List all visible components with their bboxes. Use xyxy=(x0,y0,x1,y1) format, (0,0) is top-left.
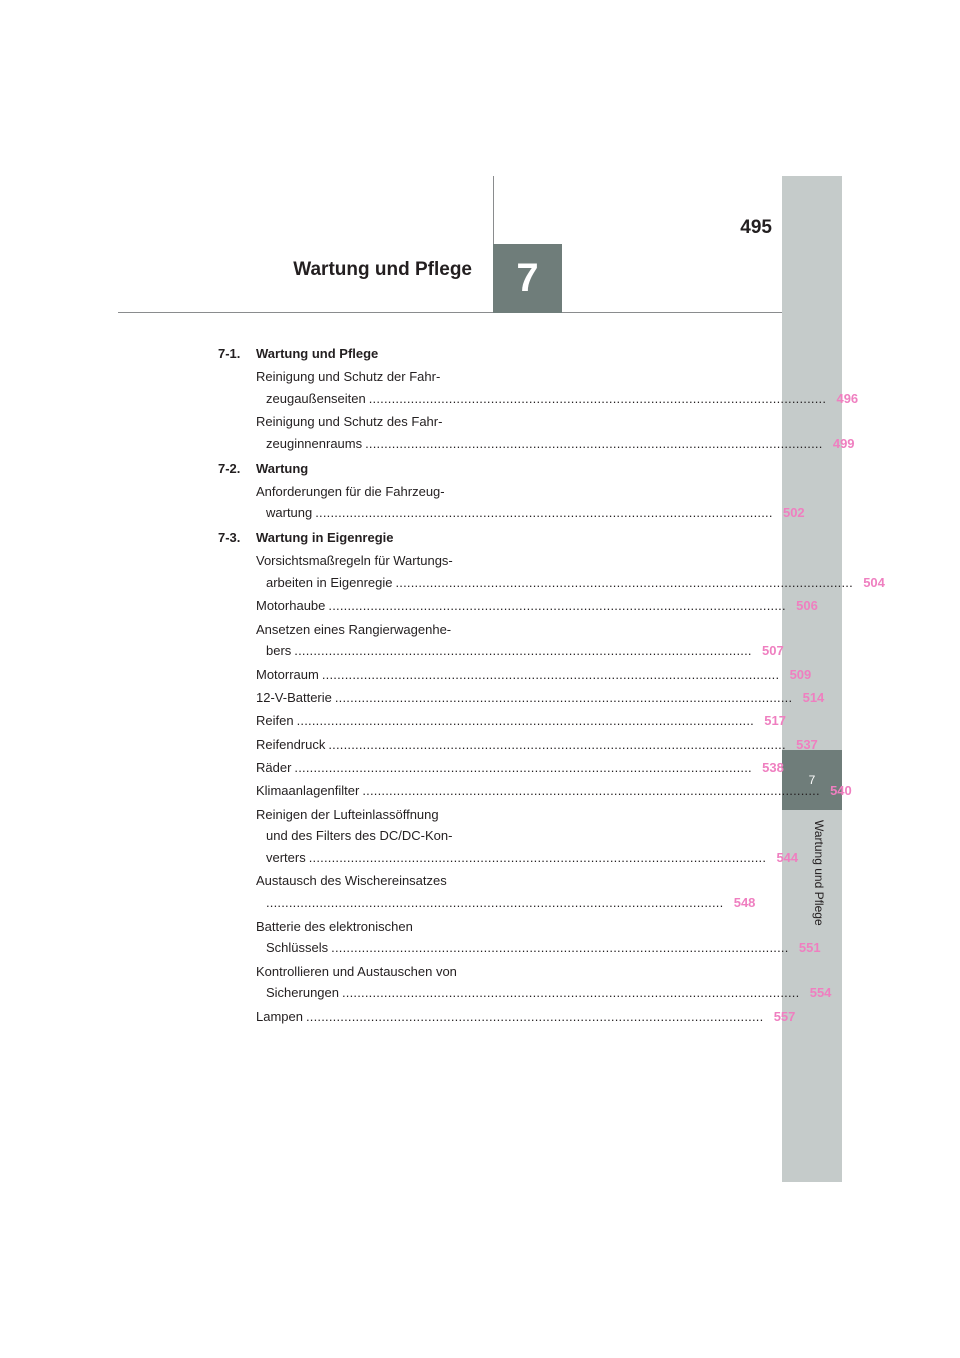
section-title: Wartung und Pflege xyxy=(256,346,379,361)
entry-last-line xyxy=(256,982,832,1004)
entry-text-line: Reinigung und Schutz der Fahr- xyxy=(256,369,441,384)
page-reference-link[interactable]: 544 xyxy=(776,850,799,866)
dot-leader: ........................................................................................................................ xyxy=(296,713,754,729)
page-reference-link[interactable]: 509 xyxy=(789,666,812,682)
entry-last-line xyxy=(256,433,855,455)
page-reference-link[interactable]: 540 xyxy=(830,783,852,799)
dot-leader: ........................................................................................................................ xyxy=(368,390,827,406)
dot-leader: ........................................................................................................................ xyxy=(294,643,752,659)
toc-entry[interactable] xyxy=(218,481,805,525)
dot-leader: ........................................................................................................................ xyxy=(321,666,780,682)
dot-leader: ........................................................................................................................ xyxy=(266,895,724,911)
entry-label: bers xyxy=(266,643,292,659)
toc-entry[interactable] xyxy=(218,687,825,709)
toc-entry[interactable] xyxy=(218,664,812,686)
section-number: 7-2. xyxy=(218,460,241,476)
dot-leader: ........................................................................................................................ xyxy=(334,690,793,706)
toc-entry[interactable] xyxy=(218,870,756,914)
side-tab-label: Wartung und Pflege xyxy=(812,820,826,926)
entry-label: zeuginnenraums xyxy=(266,435,363,451)
section-number: 7-1. xyxy=(218,346,241,361)
header-horizontal-rule xyxy=(118,312,782,313)
dot-leader: ........................................................................................................................ xyxy=(308,850,767,866)
page-reference-link[interactable]: 538 xyxy=(762,759,784,775)
entry-text-line: und des Filters des DC/DC-Kon- xyxy=(266,828,453,844)
entry-text-line: Reinigen der Lufteinlassöffnung xyxy=(256,806,439,822)
page-number: 495 xyxy=(740,217,772,238)
page-reference-link[interactable]: 507 xyxy=(762,643,784,659)
section-number: 7-3. xyxy=(218,530,241,546)
entry-last-line xyxy=(256,502,805,524)
toc-section xyxy=(218,457,805,525)
dot-leader: ........................................................................................................................ xyxy=(315,505,773,521)
page-reference-link[interactable]: 506 xyxy=(796,598,818,614)
entry-text-line: Batterie des elektronischen xyxy=(256,918,413,934)
entry-last-line xyxy=(256,687,825,709)
dot-leader: ........................................................................................................................ xyxy=(328,736,786,752)
page-reference-link[interactable]: 554 xyxy=(809,985,832,1001)
entry-label: 12-V-Batterie xyxy=(256,690,332,706)
page-reference-link[interactable]: 537 xyxy=(796,736,818,752)
entry-label: wartung xyxy=(266,505,313,521)
entry-label: verters xyxy=(266,850,306,866)
entry-last-line xyxy=(256,892,756,914)
entry-label: Klimaanlagenfilter xyxy=(256,783,360,799)
dot-leader: ........................................................................................................................ xyxy=(294,759,752,775)
section-header xyxy=(218,457,470,481)
entry-last-line xyxy=(256,1006,796,1028)
dot-leader: ........................................................................................................................ xyxy=(328,598,786,614)
page-reference-link[interactable]: 517 xyxy=(764,713,786,729)
dot-leader: ........................................................................................................................ xyxy=(362,783,820,799)
toc-entry[interactable] xyxy=(218,411,855,455)
entry-last-line xyxy=(256,757,784,779)
toc-entry[interactable] xyxy=(218,550,885,594)
section-title: Wartung xyxy=(256,460,309,476)
section-title: Wartung in Eigenregie xyxy=(256,530,394,546)
dot-leader: ........................................................................................................................ xyxy=(331,940,789,956)
entry-label: Motorraum xyxy=(256,666,319,682)
entry-label: Reifendruck xyxy=(256,736,326,752)
toc-entry[interactable] xyxy=(218,757,784,779)
entry-text-line: Anforderungen für die Fahrzeug- xyxy=(256,483,445,499)
entry-label: arbeiten in Eigenregie xyxy=(266,575,393,591)
entry-label: Motorhaube xyxy=(256,598,326,614)
entry-last-line xyxy=(256,937,821,959)
entry-last-line xyxy=(256,640,784,662)
toc-entry[interactable] xyxy=(218,595,818,617)
section-header xyxy=(218,342,470,366)
entry-last-line xyxy=(256,847,799,869)
toc-entry[interactable] xyxy=(218,804,799,869)
page-reference-link[interactable]: 504 xyxy=(863,575,885,591)
page-reference-link[interactable]: 548 xyxy=(733,895,756,911)
entry-text-line: Kontrollieren und Austauschen von xyxy=(256,963,457,979)
page-reference-link[interactable]: 502 xyxy=(782,505,805,521)
page-reference-link[interactable]: 557 xyxy=(773,1008,796,1024)
page-reference-link[interactable]: 551 xyxy=(798,940,821,956)
entry-last-line xyxy=(256,734,818,756)
entry-last-line xyxy=(256,388,859,410)
entry-label: Sicherungen xyxy=(266,985,339,1001)
chapter-number-box: 7 xyxy=(493,244,562,313)
entry-text-line: Austausch des Wischereinsatzes xyxy=(256,873,447,889)
dot-leader: ........................................................................................................................ xyxy=(395,575,853,591)
entry-label: Reifen xyxy=(256,713,294,729)
entry-text-line: Reinigung und Schutz des Fahr- xyxy=(256,414,443,430)
toc-entry[interactable] xyxy=(218,1006,796,1028)
entry-last-line xyxy=(256,664,812,686)
entry-text-line: Vorsichtsmaßregeln für Wartungs- xyxy=(256,553,453,569)
entry-last-line xyxy=(256,595,818,617)
toc-section xyxy=(218,342,859,455)
toc-entry[interactable] xyxy=(218,961,832,1005)
dot-leader: ........................................................................................................................ xyxy=(342,985,800,1001)
table-of-contents xyxy=(218,342,885,1028)
toc-entry[interactable] xyxy=(218,366,859,410)
page-reference-link[interactable]: 499 xyxy=(832,435,855,451)
toc-entry[interactable] xyxy=(218,710,786,732)
entry-last-line xyxy=(256,572,885,594)
toc-entry[interactable] xyxy=(218,734,818,756)
header-vertical-rule xyxy=(493,176,494,244)
entry-label: zeugaußenseiten xyxy=(266,390,366,406)
entry-label: Lampen xyxy=(256,1008,303,1024)
toc-entry[interactable] xyxy=(218,780,852,802)
side-tab-chapter[interactable]: 7 xyxy=(782,750,842,810)
entry-label: Räder xyxy=(256,759,292,775)
entry-last-line xyxy=(256,780,852,802)
toc-entry[interactable] xyxy=(218,619,784,663)
page-reference-link[interactable]: 496 xyxy=(836,390,859,406)
entry-label: Schlüssels xyxy=(266,940,329,956)
dot-leader: ........................................................................................................................ xyxy=(365,435,823,451)
page-reference-link[interactable]: 514 xyxy=(802,690,825,706)
section-header xyxy=(218,526,470,550)
entry-text-line: Ansetzen eines Rangierwagenhe- xyxy=(256,621,452,637)
chapter-title: Wartung und Pflege xyxy=(293,259,472,280)
toc-entry[interactable] xyxy=(218,916,821,960)
entry-last-line xyxy=(256,710,786,732)
dot-leader: ........................................................................................................................ xyxy=(305,1008,764,1024)
